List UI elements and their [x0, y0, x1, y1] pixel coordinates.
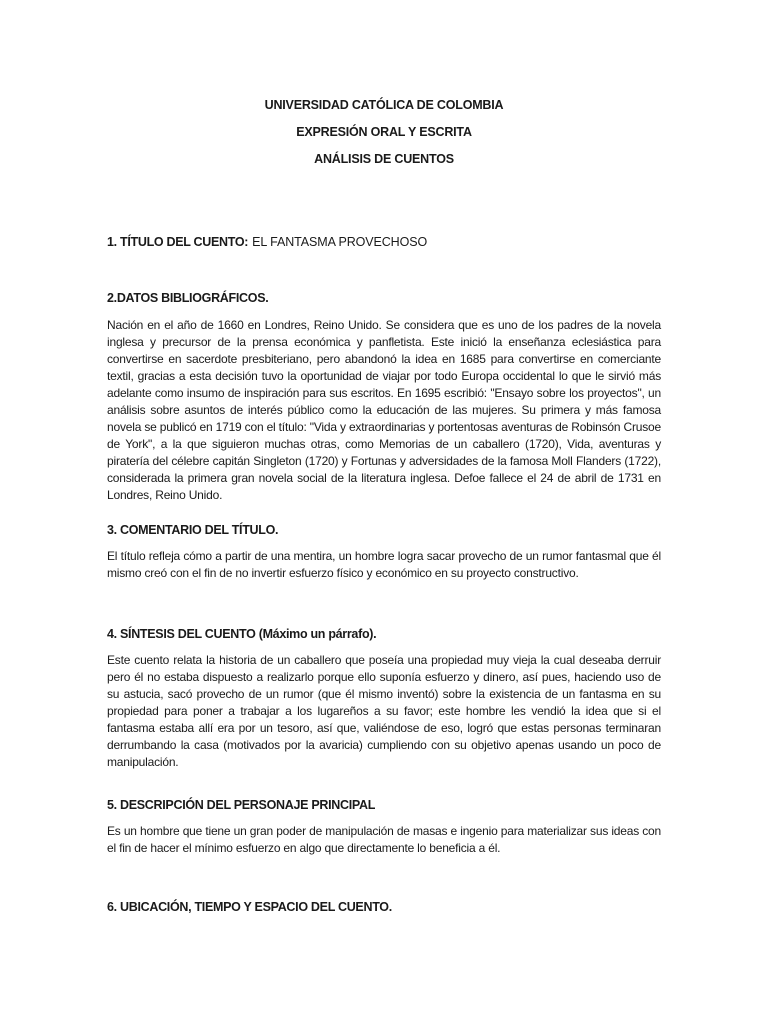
document-subject: ANÁLISIS DE CUENTOS [314, 152, 454, 166]
story-title-value: EL FANTASMA PROVECHOSO [252, 235, 428, 249]
section-title-comment [107, 522, 661, 582]
section-title-comment-heading: 3. COMENTARIO DEL TÍTULO. [107, 523, 279, 537]
section-synthesis-heading: 4. SÍNTESIS DEL CUENTO (Máximo un párrafo). [107, 627, 377, 641]
section-setting-heading: 6. UBICACIÓN, TIEMPO Y ESPACIO DEL CUENTO. [107, 900, 392, 914]
section-synthesis [107, 626, 661, 771]
section-bibliographic-heading: 2.DATOS BIBLIOGRÁFICOS. [107, 291, 269, 305]
university-name: UNIVERSIDAD CATÓLICA DE COLOMBIA [264, 98, 504, 112]
section-synthesis-text: Este cuento relata la historia de un caballero que poseía una propiedad muy vieja la cual deseaba derruir pero él no estaba dispuesto a realizarlo porque ello suponía esfuerzo y dinero, así pues, haciendo uso de su astucia, sacó provecho de un rumor (que él mismo inventó) sobre la existencia de un fantasma en su propiedad para poner a trabajar a los lugareños a su favor; este hombre les vendió la idea que si el fantasma estaba allí era por un tesoro, así que, valiéndose de eso, logró que estas personas terminaran derrumbando la casa (motivados por la avaricia) cumpliendo con su objetivo apenas usando un poco de manipulación. [107, 653, 661, 769]
section-main-character-text: Es un hombre que tiene un gran poder de manipulación de masas e ingenio para materializar sus ideas con el fin de hacer el mínimo esfuerzo en algo que directamente lo beneficia a él. [107, 824, 661, 855]
section-setting [107, 899, 661, 915]
section-title [107, 234, 661, 250]
document-header [0, 92, 768, 173]
section-main-character-heading: 5. DESCRIPCIÓN DEL PERSONAJE PRINCIPAL [107, 798, 376, 812]
section-title-heading [107, 234, 661, 250]
section-bibliographic-text: Nación en el año de 1660 en Londres, Reino Unido. Se considera que es uno de los padres de la novela inglesa y precursor de la prensa económica y panfletista. Este inició la enseñanza eclesiástica para convertirse en sacerdote presbiteriano, pero abandonó la idea en 1685 para convertirse en comerciante textil, gracias a esta decisión tuvo la oportunidad de viajar por todo Europa occidental lo que le sirvió más adelante como insumo de inspiración para sus escritos. En 1695 escribió: "Ensayo sobre los proyectos", un análisis sobre asuntos de interés público como la educación de las mujeres. Su primera y más famosa novela se publicó en 1719 con el título: "Vida y extraordinarias y portentosas aventuras de Robinsón Crusoe de York", a la que siguieron muchas otras, como Memorias de un caballero (1720), Vida, aventuras y piratería del célebre capitán Singleton (1720) y Fortunas y adversidades de la famosa Moll Flanders (1722), considerada la primera gran novela social de la literatura inglesa. Defoe fallece el 24 de abril de 1731 en Londres, Reino Unido. [107, 318, 661, 502]
section-title-comment-text: El título refleja cómo a partir de una mentira, un hombre logra sacar provecho de un rumor fantasmal que él mismo creó con el fin de no invertir esfuerzo físico y económico en su proyecto constructivo. [107, 549, 661, 580]
section-main-character [107, 797, 661, 857]
course-name: EXPRESIÓN ORAL Y ESCRITA [296, 125, 472, 139]
section-title-label: 1. TÍTULO DEL CUENTO: [107, 235, 249, 249]
section-bibliographic [107, 290, 661, 504]
